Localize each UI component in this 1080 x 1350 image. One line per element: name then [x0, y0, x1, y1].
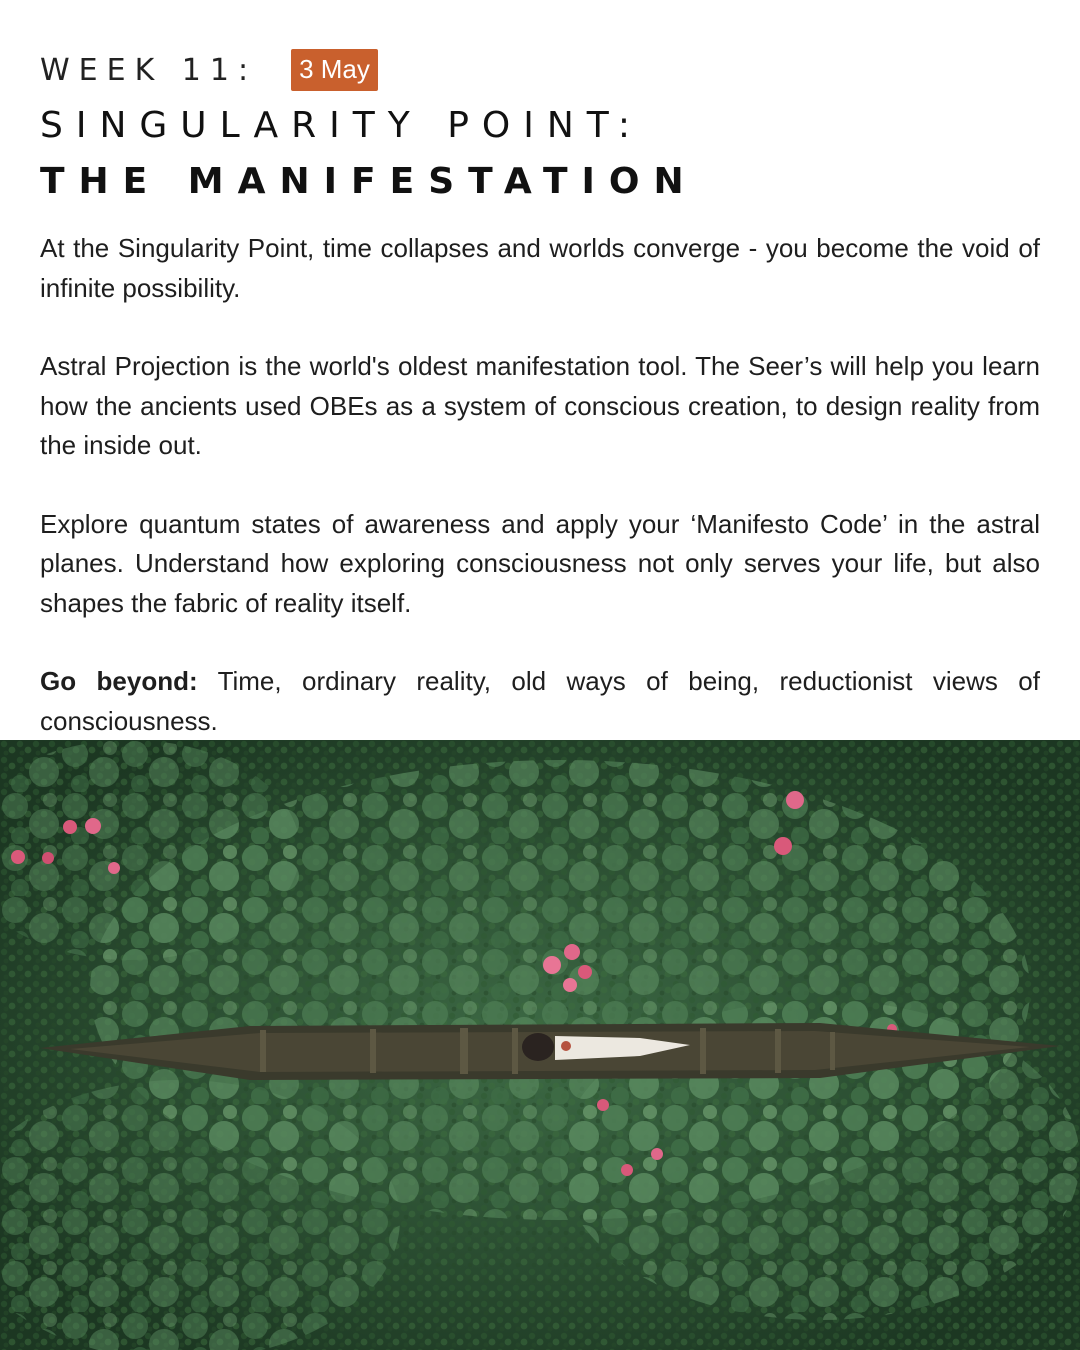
lily-pond-boat-photo	[0, 740, 1080, 1350]
paragraph-quantum-states: Explore quantum states of awareness and apply your ‘Manifesto Code’ in the astral planes. Understand how exploring consciousness not only serves your life, but also shapes the fabric of reality itself.	[40, 508, 1040, 618]
title-line-1: SINGULARITY POINT:	[40, 105, 643, 146]
week-row	[40, 48, 1040, 92]
header	[40, 48, 1040, 210]
go-beyond-label: Go beyond:	[40, 666, 198, 696]
week-label: WEEK 11:	[40, 52, 258, 88]
title-line-2: THE MANIFESTATION	[40, 161, 698, 202]
paragraph-go-beyond	[40, 662, 1040, 741]
date-badge: 3 May	[291, 49, 378, 91]
go-beyond-text: Time, ordinary reality, old ways of being, reductionist views of consciousness.	[40, 666, 1040, 736]
body-text	[40, 229, 1040, 741]
paragraph-astral-projection: Astral Projection is the world's oldest manifestation tool. The Seer’s will help you learn how the ancients used OBEs as a system of conscious creation, to design reality from the inside out.	[40, 351, 1040, 460]
paragraph-intro: At the Singularity Point, time collapses and worlds converge - you become the void of infinite possibility.	[40, 233, 1040, 303]
photo-illustration	[0, 740, 1080, 1350]
